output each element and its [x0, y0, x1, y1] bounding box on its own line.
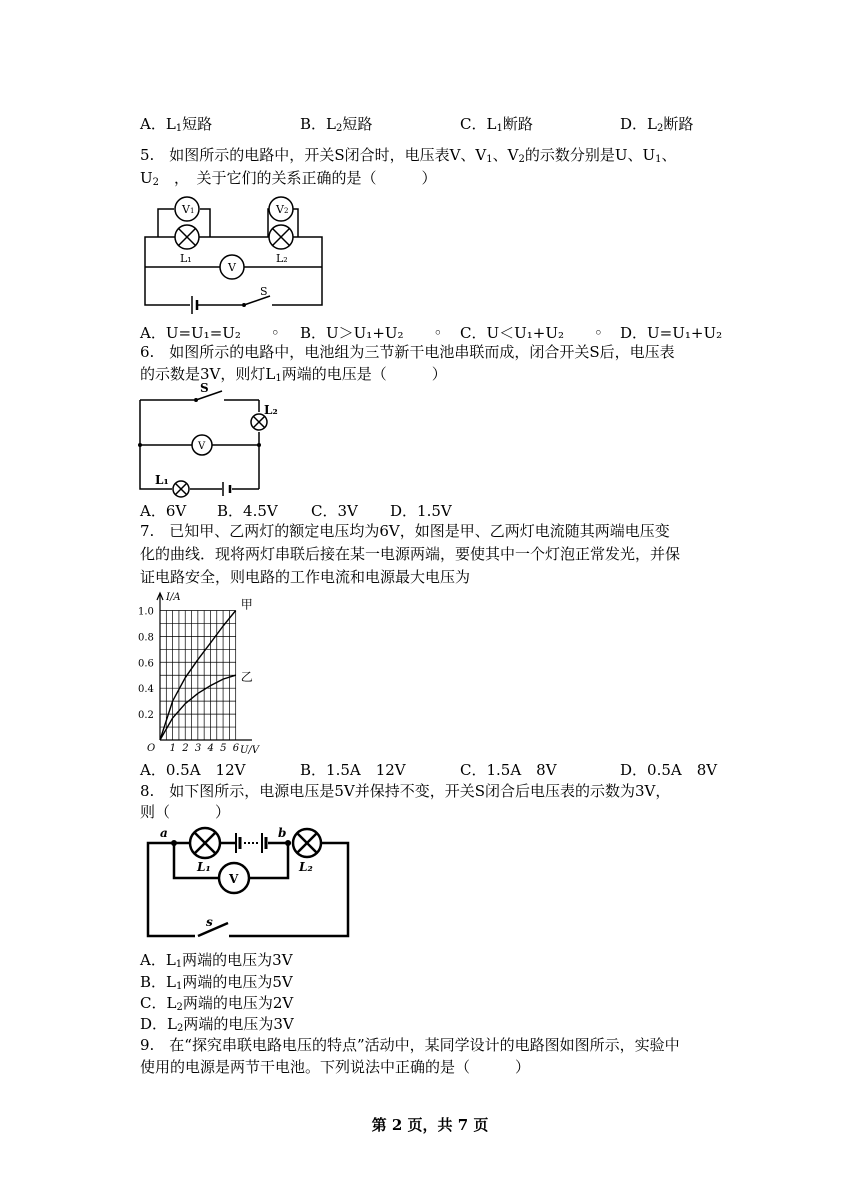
- label-l2: L₂: [299, 860, 313, 874]
- q5-option-b[interactable]: B．U＞U₁+U₂ ◦: [300, 324, 443, 342]
- x-tick-label: 3: [194, 743, 202, 754]
- q7-options: [140, 759, 720, 779]
- label-s: s: [206, 915, 213, 929]
- q5-circuit-diagram: [138, 194, 328, 312]
- q5-stem-line1: 5. 如图所示的电路中，开关S闭合时，电压表V、$V_1$、$V_2$的示数分别是U、$U_1$、: [140, 146, 677, 165]
- label-s: S: [260, 285, 268, 298]
- q4-option-d[interactable]: D．$L_2$断路: [620, 115, 694, 134]
- y-tick-label: 0.2: [138, 710, 154, 722]
- q9-stem-line1: 9. 在“探究串联电路电压的特点”活动中，某同学设计的电路图如图所示，实验中: [140, 1036, 680, 1054]
- label-v: V: [198, 441, 206, 452]
- q5-options: [140, 322, 723, 342]
- battery-group: [236, 833, 266, 853]
- x-tick-label: 4: [207, 743, 214, 754]
- q8-option-a[interactable]: A．$L_1$两端的电压为3V: [140, 951, 293, 970]
- q8-option-d[interactable]: D．$L_2$两端的电压为3V: [140, 1015, 294, 1034]
- series-label-jia: 甲: [240, 597, 253, 612]
- label-v: V: [228, 261, 236, 274]
- x-tick-label: 6: [232, 743, 240, 754]
- x-axis-label: U/V: [240, 745, 260, 756]
- label-l1: L₁: [155, 473, 169, 487]
- label-l2: L₂: [276, 252, 288, 265]
- q8-stem-line2: 则（ ）: [140, 803, 231, 821]
- label-l1: L₁: [197, 860, 211, 874]
- q7-stem-line3: 证电路安全，则电路的工作电流和电源最大电压为: [140, 568, 471, 586]
- q6-options: [140, 500, 720, 520]
- q7-option-c[interactable]: C．1.5A 8V: [460, 761, 557, 779]
- label-s: S: [200, 381, 209, 395]
- q8-circuit-diagram: [140, 823, 355, 941]
- q6-option-d[interactable]: D．1.5V: [390, 502, 452, 520]
- q4-option-b[interactable]: B．$L_2$短路: [300, 115, 373, 134]
- label-v1: V1: [182, 203, 195, 216]
- label-l2: L₂: [264, 403, 278, 417]
- x-tick-label: 2: [182, 743, 189, 754]
- q7-stem-line2: 化的曲线．现将两灯串联后接在某一电源两端，要使其中一个灯泡正常发光，并保: [140, 545, 681, 563]
- q8-stem-line1: 8. 如下图所示，电源电压是5V并保持不变，开关S闭合后电压表的示数为3V，: [140, 782, 671, 800]
- q6-stem-line1: 6. 如图所示的电路中，电池组为三节新干电池串联而成，闭合开关S后，电压表: [140, 343, 675, 361]
- y-tick-label: 0.6: [138, 658, 154, 670]
- q4-option-c[interactable]: C．$L_1$断路: [460, 115, 533, 134]
- label-v: V: [229, 872, 239, 886]
- q5-option-d[interactable]: D．U=U₁+U₂: [620, 324, 723, 342]
- q8-option-c[interactable]: C．$L_2$两端的电压为2V: [140, 994, 294, 1013]
- x-tick-label: 5: [220, 743, 227, 754]
- q6-option-c[interactable]: C．3V: [311, 502, 358, 520]
- q7-option-b[interactable]: B．1.5A 12V: [300, 761, 406, 779]
- q6-option-a[interactable]: A．6V: [140, 502, 187, 520]
- q8-option-b[interactable]: B．$L_1$两端的电压为5V: [140, 973, 293, 992]
- q7-stem-line1: 7. 已知甲、乙两灯的额定电压均为6V，如图是甲、乙两灯电流随其两端电压变: [140, 522, 670, 540]
- x-tick-label: 1: [169, 743, 176, 754]
- label-b: b: [278, 826, 287, 840]
- q6-option-b[interactable]: B．4.5V: [217, 502, 278, 520]
- q7-option-a[interactable]: A．0.5A 12V: [140, 761, 246, 779]
- label-a: a: [160, 826, 168, 840]
- origin-label: O: [147, 743, 156, 754]
- q5-option-c[interactable]: C．U＜U₁+U₂ ◦: [460, 324, 603, 342]
- label-v2: V2: [276, 203, 289, 216]
- q5-option-a[interactable]: A．U=U₁=U₂ ◦: [140, 324, 280, 342]
- q4-options: [140, 113, 720, 133]
- label-l1: L₁: [180, 252, 192, 265]
- page-footer: 第 2 页，共 7 页: [371, 1116, 489, 1134]
- q4-option-a[interactable]: A．$L_1$短路: [140, 115, 213, 134]
- y-axis-label: I/A: [166, 592, 181, 603]
- y-tick-label: 0.4: [138, 684, 154, 696]
- chart-labels: [138, 592, 261, 756]
- q6-circuit-diagram: [138, 383, 278, 495]
- q7-option-d[interactable]: D．0.5A 8V: [620, 761, 718, 779]
- q7-iu-chart: [138, 590, 288, 756]
- y-tick-label: 0.8: [138, 632, 154, 644]
- q6-stem-line2: 的示数是3V，则灯$L_1$两端的电压是（ ）: [140, 365, 447, 384]
- q5-stem-line2: $U_2$ ， 关于它们的关系正确的是（ ）: [140, 169, 437, 188]
- series-label-yi: 乙: [240, 670, 253, 685]
- y-tick-label: 1.0: [138, 606, 154, 618]
- q9-stem-line2: 使用的电源是两节干电池。下列说法中正确的是（ ）: [140, 1058, 531, 1076]
